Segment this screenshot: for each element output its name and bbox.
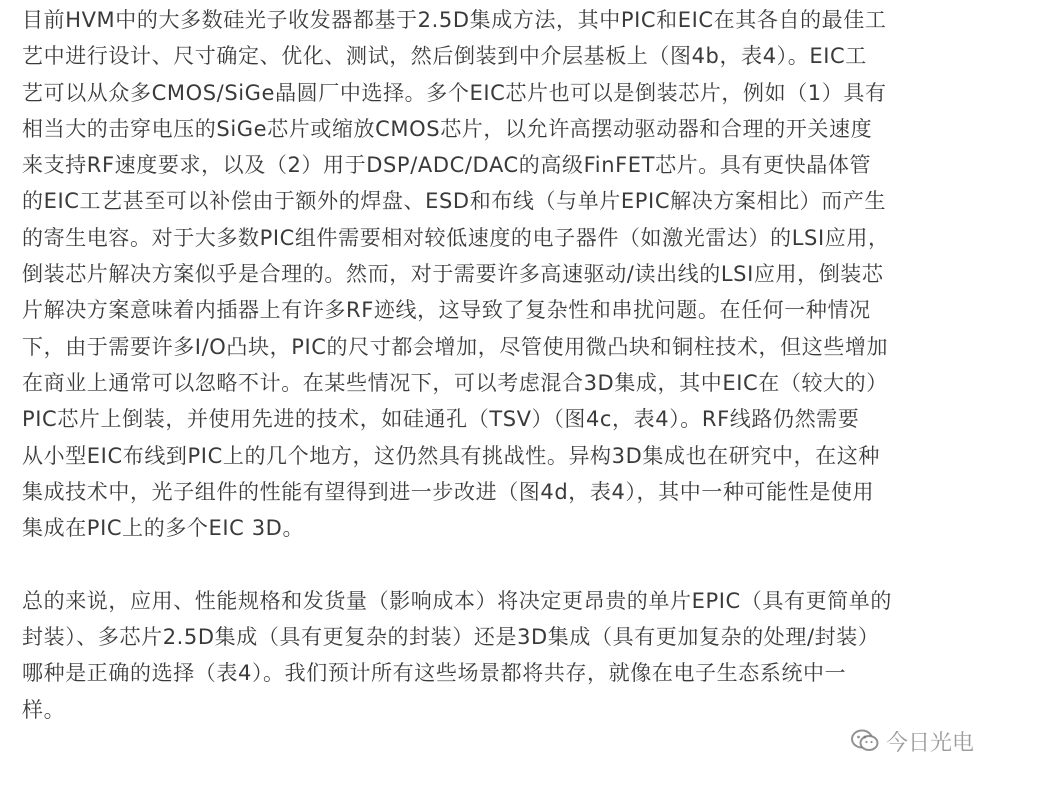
paragraph-spacer bbox=[22, 546, 1025, 582]
paragraph-2 bbox=[22, 583, 1025, 728]
text-line: PIC芯片上倒装，并使用先进的技术，如硅通孔（TSV）（图4c，表4）。RF线路仍然需要 bbox=[22, 407, 860, 432]
text-line: 倒装芯片解决方案似乎是合理的。然而，对于需要许多高速驱动/读出线的LSI应用，倒装芯 bbox=[22, 262, 884, 287]
text-line: 封装）、多芯片2.5D集成（具有更复杂的封装）还是3D集成（具有更加复杂的处理/封装） bbox=[22, 625, 880, 650]
text-line: 的寄生电容。对于大多数PIC组件需要相对较低速度的电子器件（如激光雷达）的LSI应用， bbox=[22, 225, 890, 250]
text-line: 在商业上通常可以忽略不计。在某些情况下，可以考虑混合3D集成，其中EIC在（较大的） bbox=[22, 370, 888, 395]
text-line: 目前HVM中的大多数硅光子收发器都基于2.5D集成方法，其中PIC和EIC在其各自的最佳工 bbox=[22, 8, 887, 32]
text-line: 总的来说，应用、性能规格和发货量（影响成本）将决定更昂贵的单片EPIC（具有更简单的 bbox=[22, 588, 892, 613]
text-line: 艺中进行设计、尺寸确定、优化、测试，然后倒装到中介层基板上（图4b，表4）。EIC工 bbox=[22, 44, 867, 69]
text-line: 来支持RF速度要求，以及（2）用于DSP/ADC/DAC的高级FinFET芯片。具有更快晶体管 bbox=[22, 153, 872, 178]
text-line: 哪种是正确的选择（表4）。我们预计所有这些场景都将共存，就像在电子生态系统中一 bbox=[22, 661, 847, 686]
text-line: 下，由于需要许多I/O凸块，PIC的尺寸都会增加，尽管使用微凸块和铜柱技术，但这些增加 bbox=[22, 334, 889, 359]
text-line: 集成在PIC上的多个EIC 3D。 bbox=[22, 516, 305, 541]
text-line: 集成技术中，光子组件的性能有望得到进一步改进（图4d，表4），其中一种可能性是使用 bbox=[22, 479, 875, 504]
paragraph-1 bbox=[22, 2, 1025, 546]
text-line: 艺可以从众多CMOS/SiGe晶圆厂中选择。多个EIC芯片也可以是倒装芯片，例如（1）具有 bbox=[22, 80, 887, 105]
text-line: 的EIC工艺甚至可以补偿由于额外的焊盘、ESD和布线（与单片EPIC解决方案相比）而产生 bbox=[22, 189, 887, 214]
wechat-logo-icon bbox=[850, 728, 880, 754]
watermark bbox=[850, 724, 974, 758]
text-line: 片解决方案意味着内插器上有许多RF迹线，这导致了复杂性和串扰问题。在任何一种情况 bbox=[22, 298, 871, 323]
text-line: 相当大的击穿电压的SiGe芯片或缩放CMOS芯片，以允许高摆动驱动器和合理的开关速度 bbox=[22, 116, 873, 141]
article-body bbox=[22, 2, 1025, 728]
watermark-text: 今日光电 bbox=[886, 730, 975, 756]
text-line: 样。 bbox=[22, 697, 66, 722]
text-line: 从小型EIC布线到PIC上的几个地方，这仍然具有挑战性。异构3D集成也在研究中，在这种 bbox=[22, 443, 880, 468]
